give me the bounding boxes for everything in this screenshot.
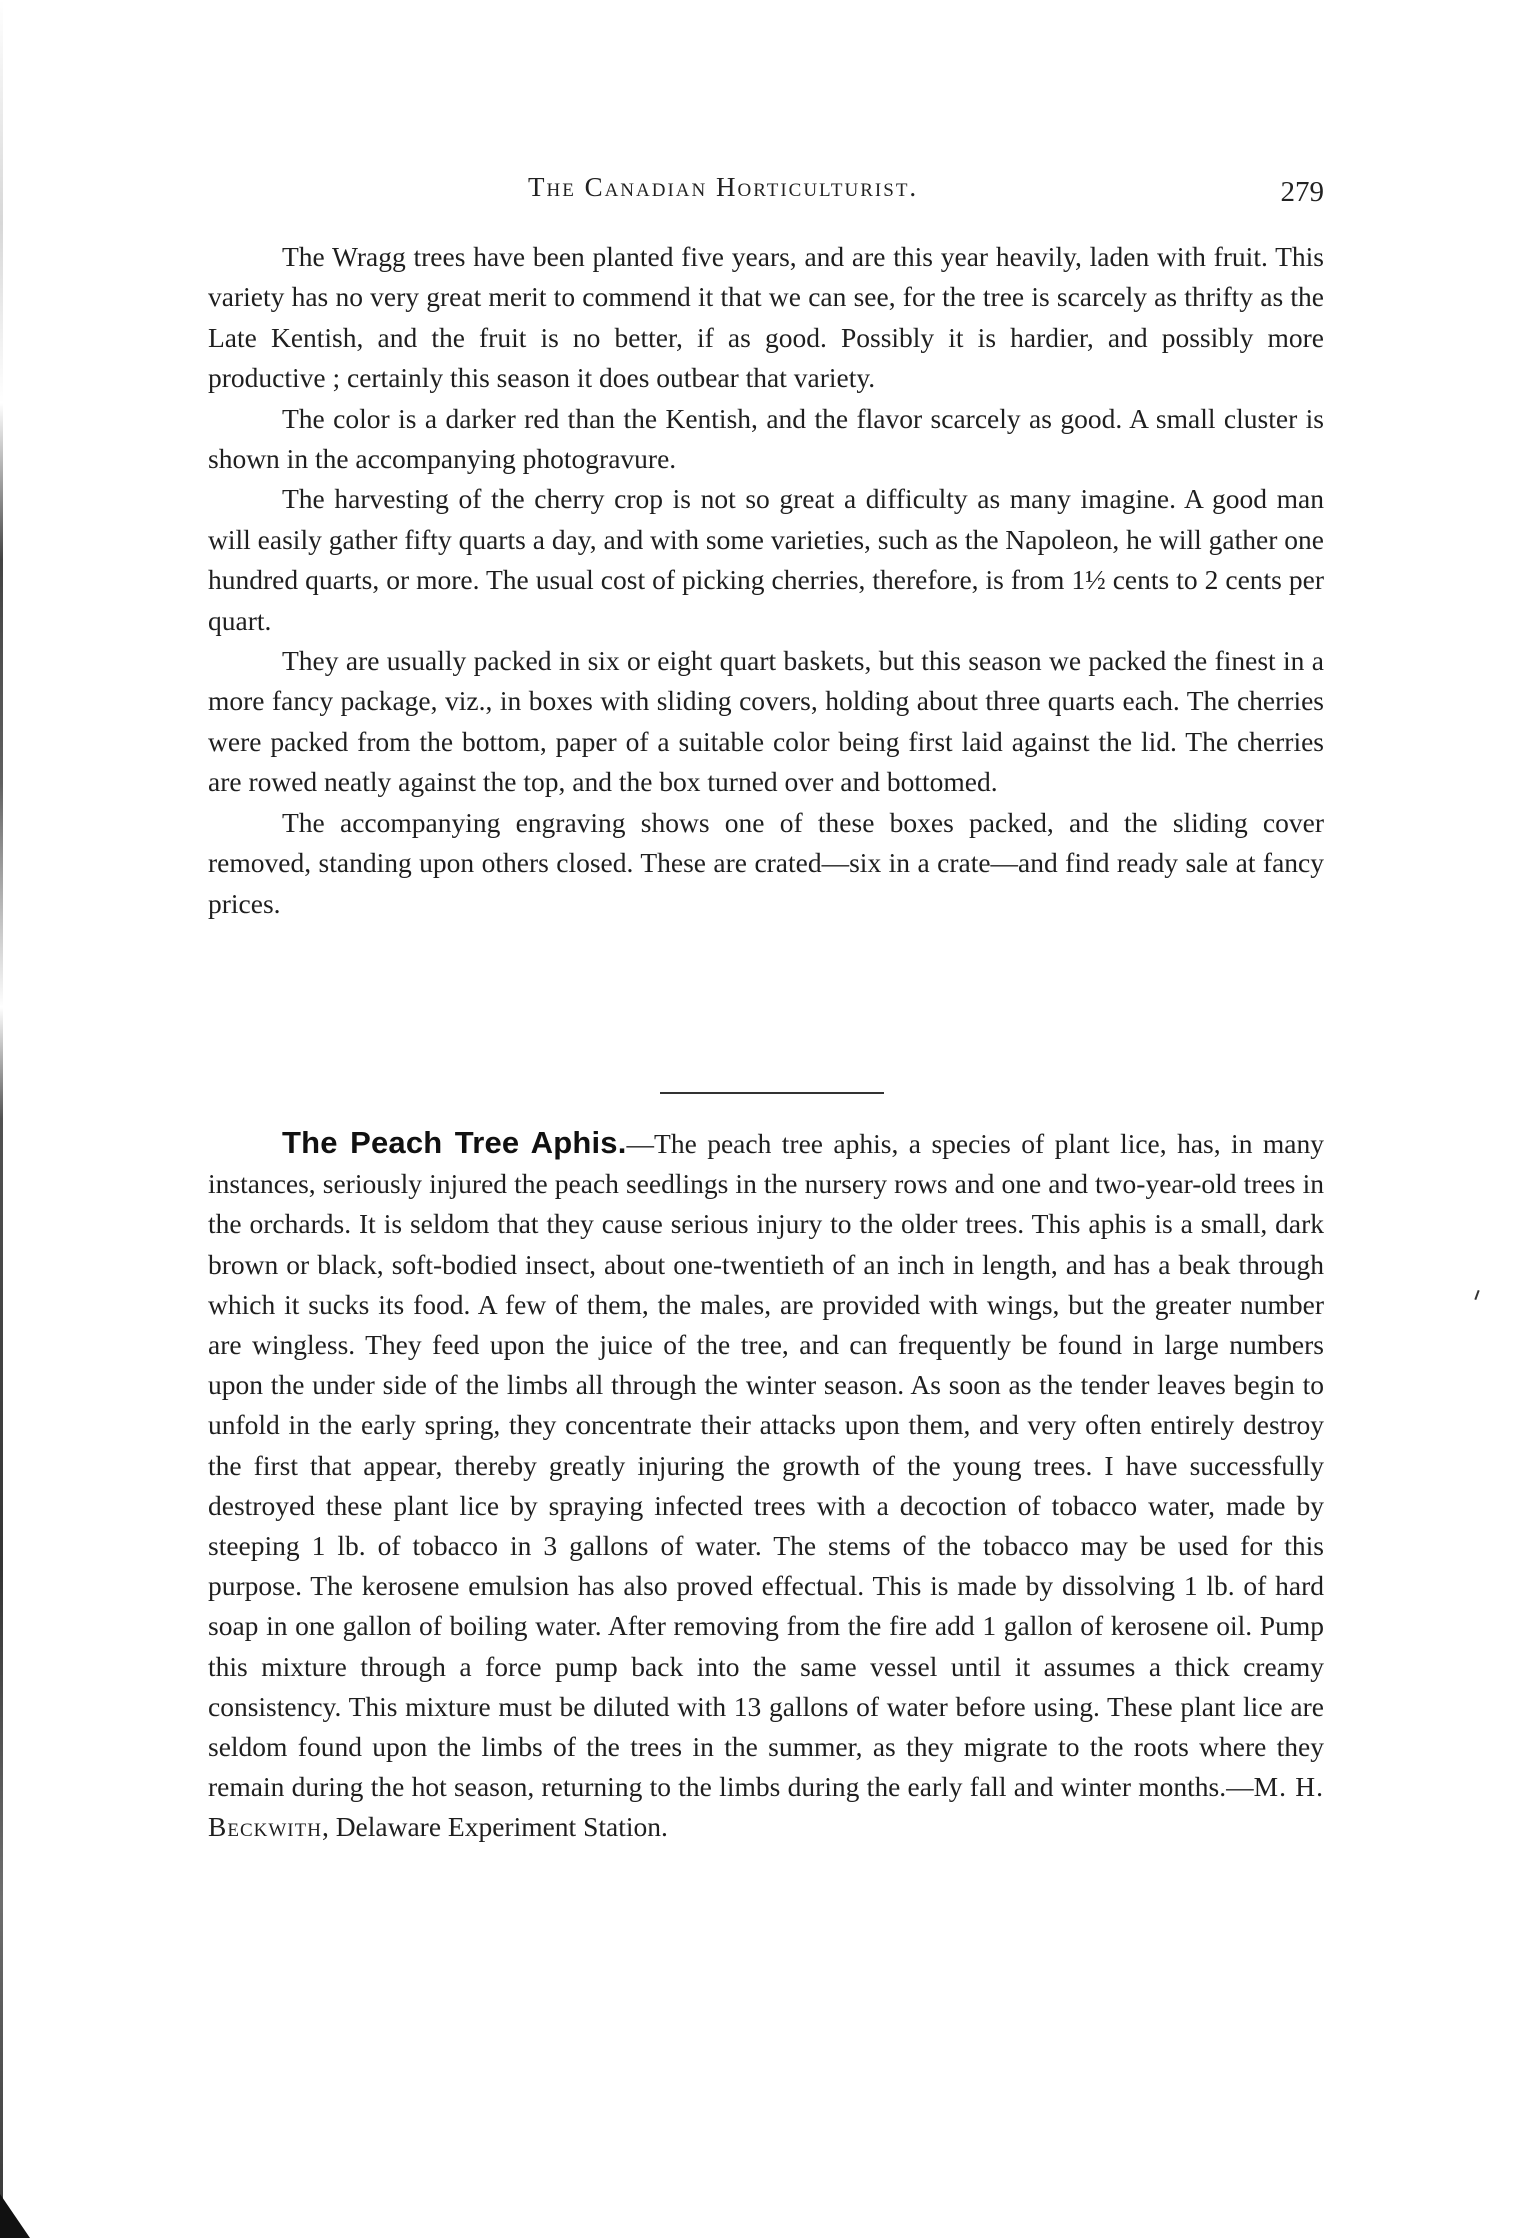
running-header bbox=[208, 172, 1324, 216]
paragraph bbox=[208, 1123, 1324, 1848]
cherry-article-continuation bbox=[208, 237, 1324, 924]
article-body: —The peach tree aphis, a species of plant lice, has, in many instances, seriously injured the peach seedlings in the nursery rows and one and two-year-old trees in the orchards. It is seldom that they cause serious injury to the older trees. This aphis is a small, dark brown or black, soft-bodied insect, about one-twentieth of an inch in length, and has a beak through which it sucks its food. A few of them, the males, are provided with wings, but the greater number are wingless. They feed upon the juice of the tree, and can frequently be found in large numbers upon the under side of the limbs all through the winter season. As soon as the tender leaves begin to unfold in the early spring, they concentrate their attacks upon them, and very often entirely destroy the first that appear, thereby greatly injuring the growth of the young trees. I have successfully destroyed these plant lice by spraying infected trees with a decoction of tobacco water, made by steeping 1 lb. of tobacco in 3 gallons of water. The stems of the tobacco may be used for this purpose. The kerosene emulsion has also proved effectual. This is made by dissolving 1 lb. of hard soap in one gallon of boiling water. After removing from the fire add 1 gallon of kerosene oil. Pump this mixture through a force pump back into the same vessel until it assumes a thick creamy consistency. This mixture must be diluted with 13 gallons of water before using. These plant lice are seldom found upon the limbs of the trees in the summer, as they migrate to the roots where they remain during the hot season, returning to the limbs during the early fall and winter months.— bbox=[208, 1128, 1324, 1803]
paragraph: The color is a darker red than the Kentish, and the flavor scarcely as good. A small cluster is shown in the accompanying photogravure. bbox=[208, 402, 1324, 475]
paragraph: They are usually packed in six or eight quart baskets, but this season we packed the finest in a more fancy package, viz., in boxes with sliding covers, holding about three quarts each. The cherries were packed from the bottom, paper of a suitable color being first laid against the lid. The cherries are rowed neatly against the top, and the box turned over and bottomed. bbox=[208, 645, 1324, 798]
article-heading: The Peach Tree Aphis. bbox=[282, 1125, 627, 1160]
page-number: 279 bbox=[1280, 176, 1324, 208]
ink-speck bbox=[1474, 1290, 1479, 1300]
paragraph: The accompanying engraving shows one of these boxes packed, and the sliding cover removed, standing upon others closed. These are crated—six in a crate—and find ready sale at fancy prices. bbox=[208, 806, 1324, 919]
scan-binding-edge bbox=[0, 0, 3, 2238]
running-title: The Canadian Horticulturist. bbox=[528, 172, 919, 202]
paragraph: The harvesting of the cherry crop is not so great a difficulty as many imagine. A good man will easily gather fifty quarts a day, and with some varieties, such as the Napoleon, he will gather one hundred quarts, or more. The usual cost of picking cherries, therefore, is from 1½ cents to 2 cents per quart. bbox=[208, 483, 1324, 636]
paragraph: The Wragg trees have been planted five years, and are this year heavily, laden with fruit. This variety has no very great merit to commend it that we can see, for the tree is scarcely as thrifty as the Late Kentish, and the fruit is no better, if as good. Possibly it is hardier, and possibly more productive ; certainly this season it does outbear that variety. bbox=[208, 241, 1324, 394]
author-signature: M. H. Beckwith bbox=[208, 1771, 1324, 1843]
author-affiliation: , Delaware Experiment Station. bbox=[321, 1811, 668, 1843]
section-divider bbox=[660, 1092, 884, 1094]
peach-tree-aphis-article bbox=[208, 1123, 1324, 1848]
page-corner-shadow bbox=[0, 2194, 30, 2238]
